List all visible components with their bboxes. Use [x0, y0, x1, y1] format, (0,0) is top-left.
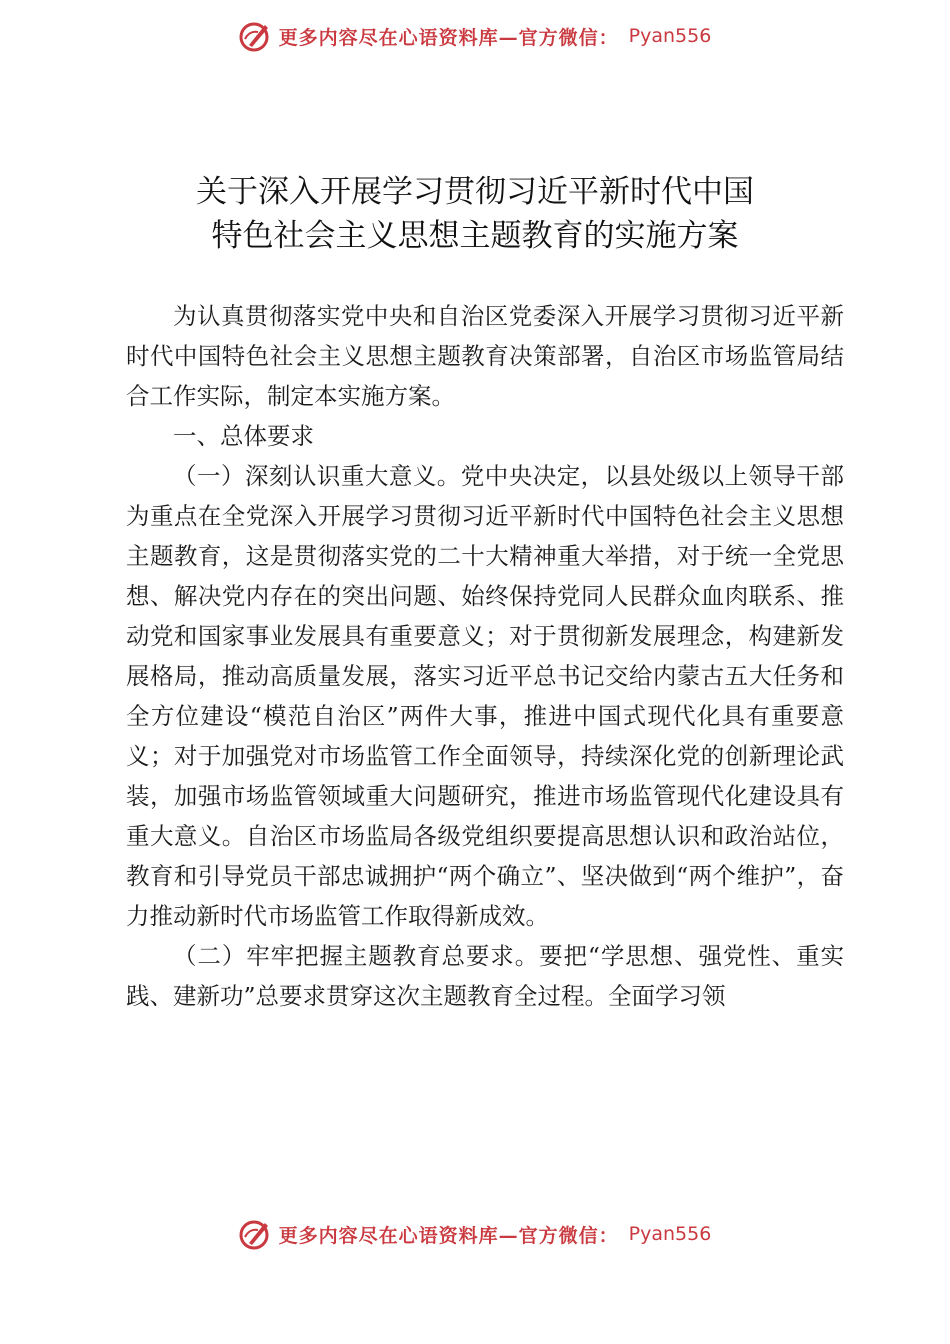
red-quill-logo-icon	[239, 1217, 273, 1251]
title-line-2: 特色社会主义思想主题教育的实施方案	[211, 218, 739, 254]
banner-text: 更多内容尽在心语资料库—官方微信：	[278, 1224, 619, 1247]
title-line-1: 关于深入开展学习贯彻习近平新时代中国	[196, 174, 754, 210]
banner-handle: Pyan556	[628, 1223, 712, 1245]
body-paragraph: （二）牢牢把握主题教育总要求。要把“学思想、强党性、重实践、建新功”总要求贯穿这次主题教育全过程。全面学习领	[126, 942, 844, 1010]
header-banner	[0, 14, 950, 58]
banner-text: 更多内容尽在心语资料库—官方微信：	[278, 26, 619, 49]
banner-handle: Pyan556	[628, 25, 712, 47]
document-title	[0, 170, 950, 258]
intro-paragraph: 为认真贯彻落实党中央和自治区党委深入开展学习贯彻习近平新时代中国特色社会主义思想主题教育决策部署，自治区市场监管局结合工作实际，制定本实施方案。	[126, 302, 844, 410]
footer-banner	[0, 1212, 950, 1256]
body-paragraph: （一）深刻认识重大意义。党中央决定，以县处级以上领导干部为重点在全党深入开展学习贯彻习近平新时代中国特色社会主义思想主题教育，这是贯彻落实党的二十大精神重大举措，对于统一全党思想、解决党内存在的突出问题、始终保持党同人民群众血肉联系、推动党和国家事业发展具有重要意义；对于贯彻新发展理念，构建新发展格局，推动高质量发展，落实习近平总书记交给内蒙古五大任务和全方位建设“模范自治区”两件大事，推进中国式现代化具有重要意义；对于加强党对市场监管工作全面领导，持续深化党的创新理论武装，加强市场监管领域重大问题研究，推进市场监管现代化建设具有重大意义。自治区市场监局各级党组织要提高思想认识和政治站位，教育和引导党员干部忠诚拥护“两个确立”、坚决做到“两个维护”，奋力推动新时代市场监管工作取得新成效。	[126, 462, 844, 930]
red-quill-logo-icon	[239, 19, 273, 53]
document-body	[126, 296, 844, 1016]
section-heading: 一、总体要求	[173, 422, 314, 450]
